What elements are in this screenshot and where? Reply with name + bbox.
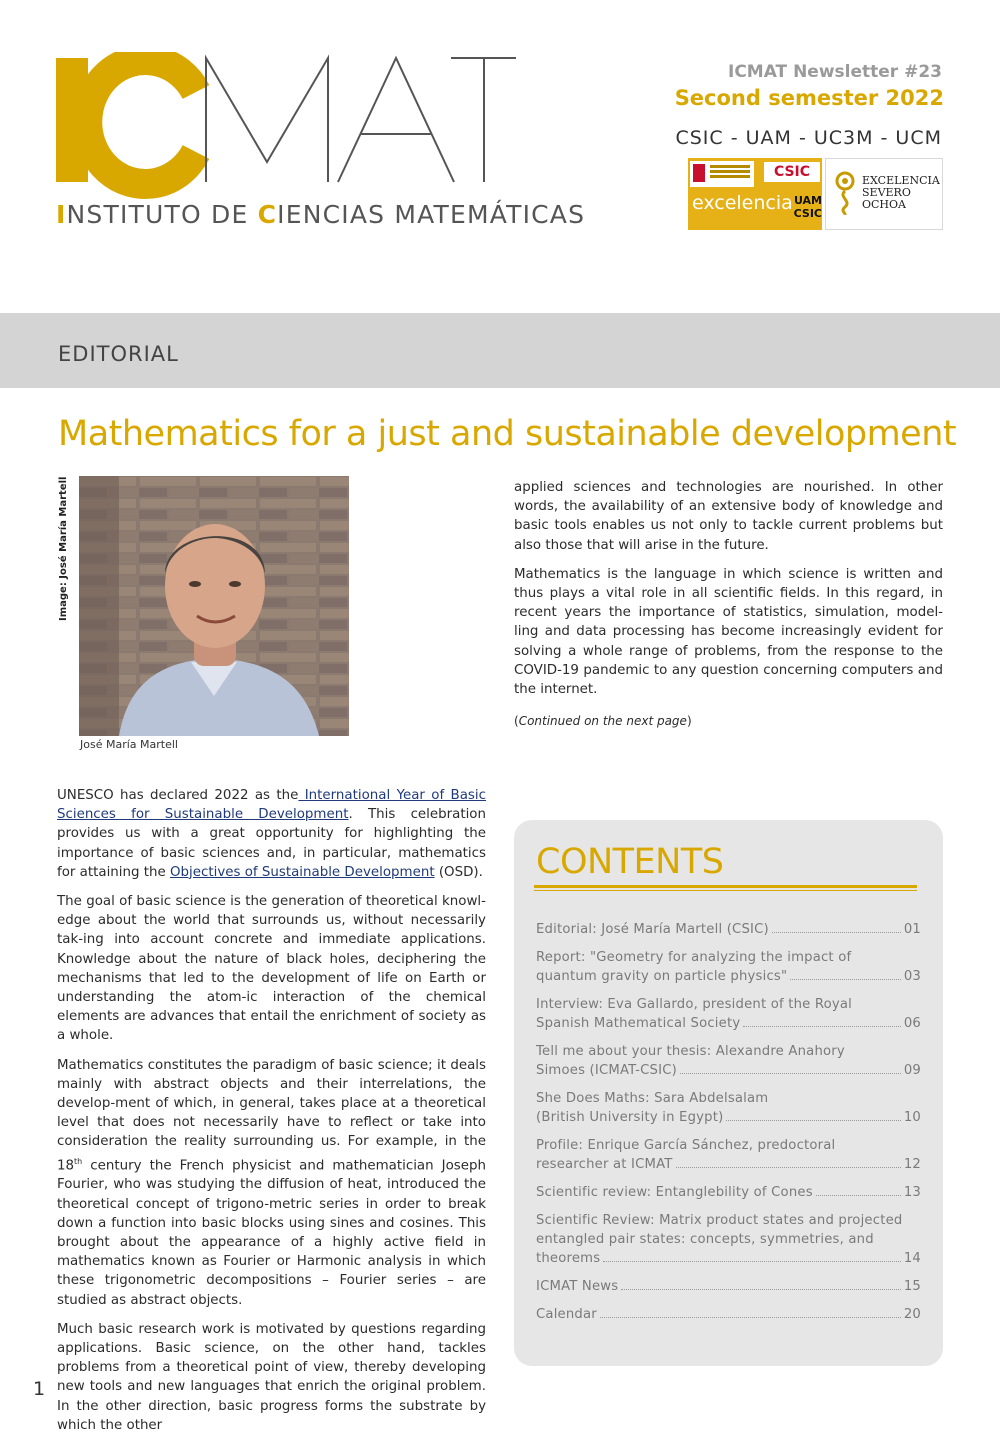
contents-box <box>514 820 943 1366</box>
csic-logo: CSIC <box>764 162 820 182</box>
paragraph: Much basic research work is motivated by questions regarding applications. Basic science, on the other hand, tackles problems from a theoretical point of view, thereby developing new tools and new languages that enrich the original problem. In the other direction, basic progress forms the substrate by which the other <box>57 1321 486 1433</box>
iybssd-link[interactable]: International Year of Basic Sciences for Sustainable Development <box>57 788 486 823</box>
severo-ochoa-text: EXCELENCIA SEVERO OCHOA <box>862 174 940 211</box>
photo-credit: Image: José María Martell <box>58 476 69 621</box>
toc-item-text: Tell me about your thesis: Alexandre Anahory <box>536 1044 845 1059</box>
toc-item-text: Scientific review: Entanglebility of Cones <box>536 1185 813 1200</box>
toc-item[interactable] <box>536 948 921 986</box>
toc-leader-dots <box>726 1120 900 1121</box>
toc-item[interactable] <box>536 1136 921 1174</box>
contents-title: CONTENTS <box>536 842 724 882</box>
toc-page-number: 20 <box>903 1307 921 1322</box>
toc-item-text: Profile: Enrique García Sánchez, predoctoral <box>536 1138 836 1153</box>
toc-page-number: 15 <box>903 1279 921 1294</box>
toc-item-text: researcher at ICMAT <box>536 1157 673 1172</box>
contents-rule <box>534 885 917 888</box>
excelencia-text: excelencia <box>692 192 793 214</box>
paragraph: applied sciences and technologies are nourished. In other words, the availability of an extensive body of knowledge and basic tools enables us not only to tackle current problems but also those that will arise in the future. <box>514 480 943 553</box>
section-bar <box>0 313 1000 388</box>
toc-item-text: (British University in Egypt) <box>536 1110 724 1125</box>
toc-page-number: 09 <box>903 1063 921 1078</box>
toc-item[interactable] <box>536 1042 921 1080</box>
contents-rule-thin <box>534 890 917 891</box>
severo-ochoa-seal-icon <box>834 171 856 215</box>
toc-item[interactable] <box>536 920 921 939</box>
toc-leader-dots <box>600 1317 901 1318</box>
toc-leader-dots <box>680 1073 901 1074</box>
toc-item-text: theorems <box>536 1251 601 1266</box>
toc-item-text: Interview: Eva Gallardo, president of the Royal <box>536 997 853 1012</box>
toc-item-text: ICMAT News <box>536 1279 619 1294</box>
toc-leader-dots <box>603 1261 901 1262</box>
severo-ochoa-badge <box>825 158 943 230</box>
toc-item-text: Calendar <box>536 1307 597 1322</box>
toc-item[interactable] <box>536 1183 921 1202</box>
toc-item[interactable] <box>536 1277 921 1296</box>
toc-leader-dots <box>743 1026 900 1027</box>
toc-item-text: Report: "Geometry for analyzing the impact of <box>536 950 852 965</box>
toc-page-number: 12 <box>903 1157 921 1172</box>
toc-page-number: 06 <box>903 1016 921 1031</box>
semester-label: Second semester 2022 <box>674 86 944 110</box>
continued-note: (Continued on the next page) <box>514 714 692 728</box>
toc-page-number: 14 <box>903 1251 921 1266</box>
toc-item[interactable] <box>536 1305 921 1324</box>
toc-item-text: Spanish Mathematical Society <box>536 1016 741 1031</box>
institutions-label: CSIC - UAM - UC3M - UCM <box>675 127 942 149</box>
paragraph: Mathematics is the language in which science is written and thus plays a vital role in all scientific fields. In this regard, in recent years the importance of statistics, simulation, model-ling and data processing has become increasingly evident for solving a whole range of problems, from the response to the COVID-19 pandemic to any question concerning computers and the internet. <box>514 566 943 698</box>
toc-item-text: Scientific Review: Matrix product states and projected <box>536 1213 903 1228</box>
toc-leader-dots <box>676 1167 901 1168</box>
toc-leader-dots <box>790 979 901 980</box>
toc-page-number: 01 <box>903 922 921 937</box>
excelencia-uam-csic-badge <box>688 158 822 230</box>
paragraph: The goal of basic science is the generation of theoretical knowl-edge about the world that surrounds us, without necessarily tak-ing into account concrete and immediate applications. Knowledge about the nature of black holes, deciphering the mechanisms that led to the development of life on Earth or understanding the atom-ic interaction of the chemical elements are advances that entail the enrichment of society as a whole. <box>57 894 486 1044</box>
paragraph: UNESCO has declared 2022 as the International Year of Basic Sciences for Sustainable Development. This celebration provides us with a great opportunity for highlighting the importance of basic sciences and, in particular, mathematics for attaining the Objectives of Sustainable Development (OSD). <box>57 788 486 880</box>
spanish-government-logo <box>690 161 754 187</box>
toc-item[interactable] <box>536 995 921 1033</box>
toc-item-text: She Does Maths: Sara Abdelsalam <box>536 1091 769 1106</box>
toc-item[interactable] <box>536 1211 921 1268</box>
paragraph: Mathematics constitutes the paradigm of basic science; it deals mainly with abstract objects and their interrelations, the develop-ment of which, in general, takes place at a theoretical level that does not necessarily have to reflect or take into consideration the reality surrounding us. For example, in the 18th century the French physicist and mathematician Joseph Fourier, who was studying the diffusion of heat, introduced the theoretical concept of trigono-metric series in order to break down a function into basic blocks using sines and cosines. This brought about the appearance of a highly active field in mathematics known as Fourier or Harmonic analysis in which these trigonometric decompositions – Fourier series – are studied as abstract objects. <box>57 1057 486 1308</box>
left-column-text <box>57 786 486 1445</box>
article-headline: Mathematics for a just and sustainable development <box>58 414 957 454</box>
toc-leader-dots <box>772 932 901 933</box>
uam-csic-text: UAM CSIC <box>793 194 822 220</box>
toc-item-text: entangled pair states: concepts, symmetries, and <box>536 1232 874 1247</box>
toc-page-number: 13 <box>903 1185 921 1200</box>
portrait-photo <box>79 476 349 736</box>
toc-item-text: Simoes (ICMAT-CSIC) <box>536 1063 677 1078</box>
toc-leader-dots <box>816 1195 901 1196</box>
page-number: 1 <box>33 1378 46 1400</box>
toc-page-number: 03 <box>903 969 921 984</box>
toc-page-number: 10 <box>903 1110 921 1125</box>
osd-link[interactable]: Objectives of Sustainable Development <box>169 864 435 880</box>
toc-item-text: quantum gravity on particle physics" <box>536 969 788 984</box>
toc-item-text: Editorial: José María Martell (CSIC) <box>536 922 769 937</box>
toc-leader-dots <box>621 1289 900 1290</box>
toc-item[interactable] <box>536 1089 921 1127</box>
newsletter-title: ICMAT Newsletter #23 <box>728 62 942 82</box>
section-label: EDITORIAL <box>58 342 179 366</box>
table-of-contents <box>536 920 921 1333</box>
partner-badges <box>688 158 943 230</box>
photo-caption: José María Martell <box>80 738 178 751</box>
institute-name: INSTITUTO DE CIENCIAS MATEMÁTICAS <box>56 200 586 229</box>
right-column-text <box>514 478 943 709</box>
